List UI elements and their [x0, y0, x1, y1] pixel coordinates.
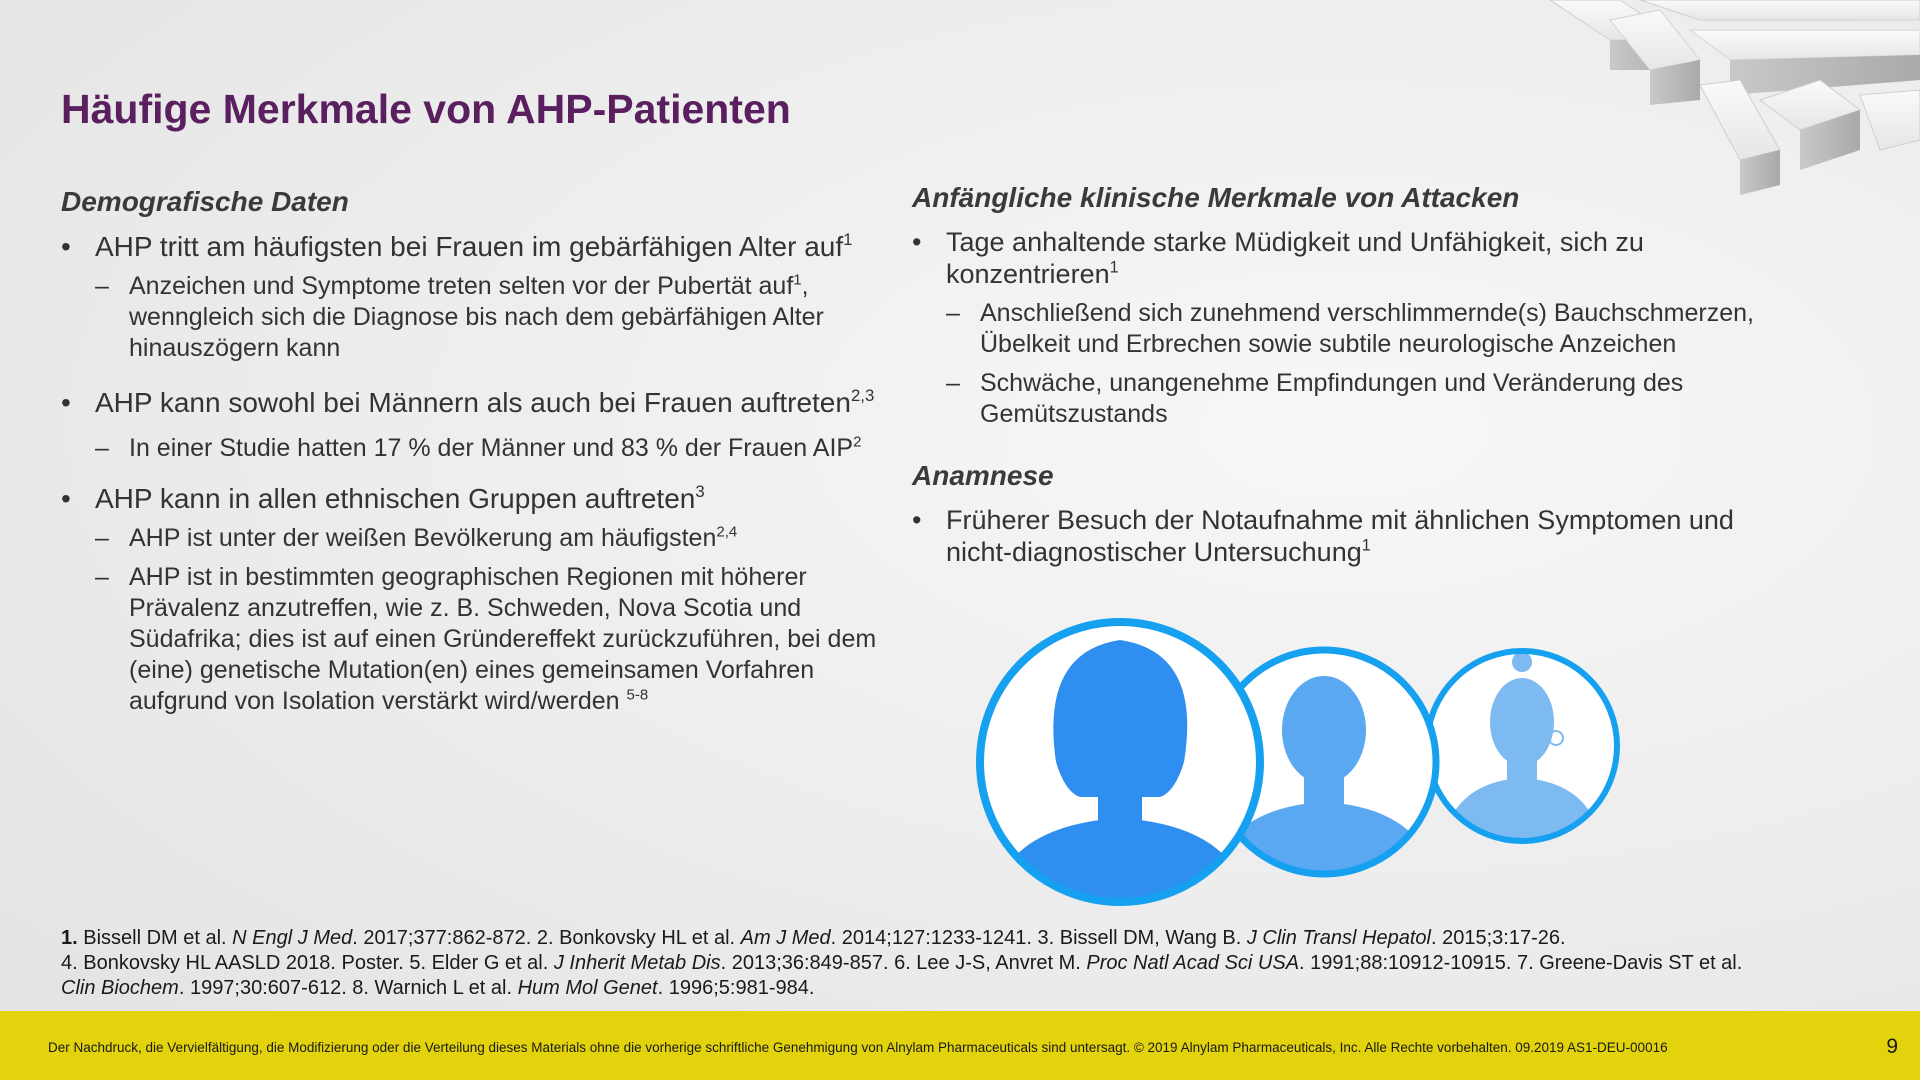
sub-list	[95, 271, 881, 364]
reference-text: 4. Bonkovsky HL AASLD 2018. Poster. 5. Elder G et al.	[61, 952, 554, 974]
list-item	[61, 386, 881, 464]
reference-sup: 5-8	[626, 686, 649, 704]
sub-list-item	[95, 562, 881, 717]
sub-list	[946, 298, 1792, 430]
demographics-list	[61, 230, 881, 717]
woman-short-hair-avatar-icon	[980, 622, 1260, 912]
sub-bullet-line-2: Übelkeit und Erbrechen sowie subtile neurologische Anzeichen	[980, 330, 1677, 358]
reference-text: . 2013;36:849-857. 6. Lee J-S, Anvret M.	[720, 952, 1087, 974]
maze-decoration-image	[1260, 0, 1920, 200]
reference-sup: 2	[853, 433, 862, 451]
reference-text: . 1996;5:981-984.	[657, 977, 815, 999]
bullet-text: Tage anhaltende starke Müdigkeit und Unfähigkeit, sich zu konzentrieren	[946, 227, 1644, 289]
clinical-features-list	[912, 226, 1792, 430]
reference-text: . 2017;377:862-872. 2. Bonkovsky HL et al.	[352, 927, 741, 949]
reference-sup: 1	[843, 230, 853, 250]
woman-bun-avatar-icon	[1427, 651, 1617, 852]
reference-text: Bissell DM et al.	[77, 927, 233, 949]
sub-list-item	[95, 433, 881, 464]
journal-name: Proc Natl Acad Sci USA	[1086, 952, 1300, 974]
journal-name: Hum Mol Genet	[517, 977, 658, 999]
page-number: 9	[1886, 1035, 1898, 1058]
sub-list-item	[95, 271, 881, 364]
sub-bullet-text-cont: , wenngleich sich die Diagnose bis nach dem gebärfähigen Alter hinauszögern kann	[129, 272, 824, 362]
reference-text: . 2014;127:1233-1241. 3. Bissell DM, Wang B.	[830, 927, 1247, 949]
page-title: Häufige Merkmale von AHP-Patienten	[61, 86, 791, 132]
reference-sup: 2,4	[716, 523, 738, 541]
clinical-features-column	[912, 182, 1792, 580]
bullet-text: AHP kann in allen ethnischen Gruppen auftreten	[95, 483, 696, 514]
bullet-text: Früherer Besuch der Notaufnahme mit ähnlichen Symptomen und nicht-diagnostischer Untersuchung	[946, 505, 1734, 567]
sub-bullet-text: Anzeichen und Symptome treten selten vor der Pubertät auf	[129, 272, 794, 300]
journal-name: Clin Biochem	[61, 977, 179, 999]
sub-bullet-line-1: Anschließend sich zunehmend verschlimmernde(s) Bauchschmerzen,	[980, 299, 1754, 327]
references	[61, 926, 1781, 1001]
sub-bullet-text: AHP ist in bestimmten geographischen Regionen mit höherer Prävalenz anzutreffen, wie z. B. Schweden, Nova Scotia und Südafrika; dies ist auf einen Gründereffekt zurückzuführen, bei dem (eine) genetische Mutation(en) eines gemeinsamen Vorfahren aufgrund von Isolation verstärkt wird/werden	[129, 563, 877, 715]
patient-avatars	[970, 612, 1650, 912]
reference-sup: 1	[1109, 258, 1119, 277]
bullet-text: AHP kann sowohl bei Männern als auch bei Frauen auftreten	[95, 387, 851, 418]
list-item	[61, 230, 881, 364]
sub-bullet-text: In einer Studie hatten 17 % der Männer und 83 % der Frauen AIP	[129, 434, 854, 462]
sub-bullet-text: AHP ist unter der weißen Bevölkerung am häufigsten	[129, 524, 717, 552]
list-item	[912, 504, 1792, 568]
journal-name: Am J Med	[740, 927, 831, 949]
bullet-text: AHP tritt am häufigsten bei Frauen im gebärfähigen Alter auf	[95, 231, 844, 262]
reference-text: . 2015;3:17-26.	[1430, 927, 1566, 949]
journal-name: J Inherit Metab Dis	[553, 952, 721, 974]
journal-name: J Clin Transl Hepatol	[1246, 927, 1431, 949]
sub-list-item	[946, 298, 1792, 360]
reference-number: 1.	[61, 927, 78, 949]
journal-name: N Engl J Med	[232, 927, 353, 949]
copyright-notice: Der Nachdruck, die Vervielfältigung, die Modifizierung oder die Verteilung dieses Materials ohne die vorherige schriftliche Genehmigung von Alnylam Pharmaceuticals sind untersagt. © 2019 Alnylam Pharmaceuticals, Inc. Alle Rechte vorbehalten. 09.2019 AS1-DEU-00016	[48, 1040, 1668, 1055]
sub-bullet-text: Schwäche, unangenehme Empfindungen und Veränderung des Gemütszustands	[980, 369, 1684, 428]
demographics-heading: Demografische Daten	[61, 186, 349, 217]
sub-list	[95, 523, 881, 717]
footer-bar	[0, 1011, 1920, 1080]
clinical-features-heading: Anfängliche klinische Merkmale von Attacken	[912, 182, 1520, 213]
list-item	[61, 482, 881, 717]
sub-list-item	[946, 368, 1792, 430]
sub-list-item	[95, 523, 881, 554]
anamnesis-list	[912, 504, 1792, 568]
sub-list	[95, 433, 881, 464]
demographics-column	[61, 186, 881, 729]
reference-sup: 2,3	[850, 386, 875, 406]
reference-text: . 1997;30:607-612. 8. Warnich L et al.	[178, 977, 518, 999]
list-item	[912, 226, 1792, 430]
reference-sup: 1	[793, 271, 802, 289]
reference-text: . 1991;88:10912-10915. 7. Greene-Davis ST et al.	[1299, 952, 1743, 974]
reference-sup: 3	[695, 482, 705, 502]
anamnesis-heading: Anamnese	[912, 460, 1054, 491]
reference-sup: 1	[1361, 536, 1371, 555]
